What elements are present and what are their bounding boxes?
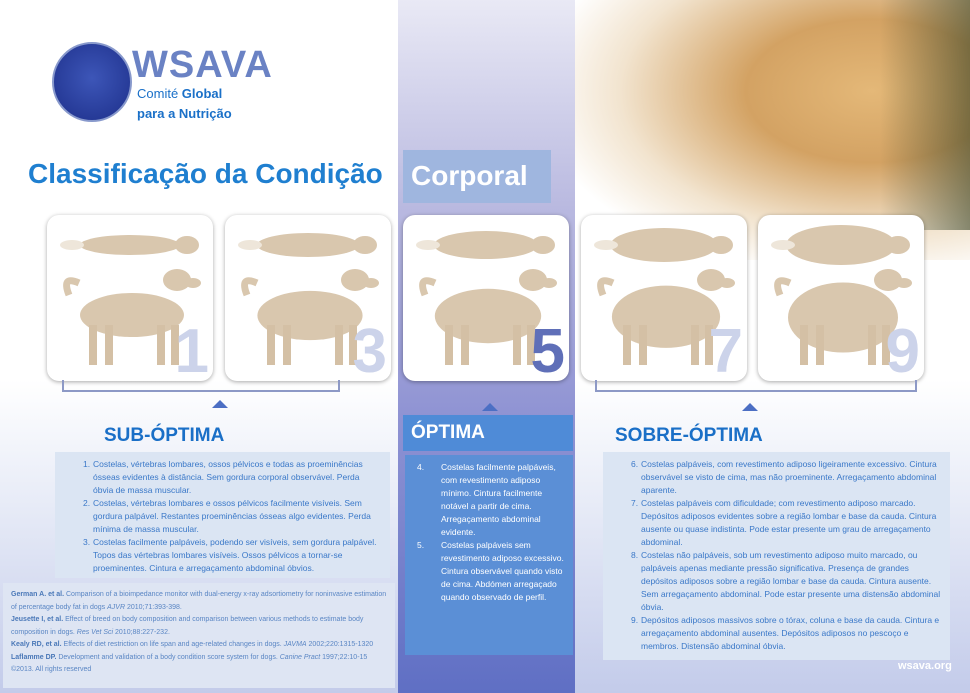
logo-subtitle-1: Comité Global — [137, 86, 223, 101]
item-text: Costelas, vértebras lombares, ossos pélvicos e todas as proeminências ósseas evidentes à distância. Sem gordura corporal observável. Perda óbvia de massa muscular. — [93, 459, 363, 495]
reference: Laflamme DP. Development and validation of a body condition score system for dogs. Canine Pract 1997;22:10-15 — [11, 653, 368, 661]
wsava-logo-icon — [52, 42, 132, 122]
page-title-highlight: Corporal — [403, 150, 551, 203]
score-number: 3 — [352, 317, 387, 386]
sub-optima-description — [55, 452, 390, 578]
reference: Kealy RD, et al. Effects of diet restriction on life span and age-related changes in dogs. JAVMA 2002;220:1315-1320 — [11, 641, 374, 648]
list-item — [63, 536, 382, 575]
arrow-up-icon — [212, 400, 228, 408]
list-item — [611, 614, 942, 653]
website-link[interactable]: wsava.org — [898, 660, 952, 672]
item-text: Costelas facilmente palpáveis, podendo ser visíveis, sem gordura palpável. Topos das vértebras lombares visíveis. Ossos pélvicos a tornar-se proeminentes. Cintura e arregaçamento abdominal óbvios. — [93, 537, 377, 573]
item-text: Costelas palpáveis, com revestimento adiposo ligeiramente excessivo. Cintura observável se visto de cima, mas não proeminente. Arregaçamento abdominal aparente. — [641, 459, 937, 495]
item-text: Costelas, vértebras lombares e ossos pélvicos facilmente visíveis. Sem gordura palpável. Restantes proeminências ósseas algo evidentes. Perda mínima de massa muscular. — [93, 498, 371, 534]
item-number: 4. — [417, 462, 425, 472]
sobre-optima-description — [603, 452, 950, 660]
item-text: Costelas palpáveis com dificuldade; com revestimento adiposo marcado. Depósitos adiposos evidentes sobre a região lombar e base da cauda. Cintura ausente ou quase indistinta. Pode estar presente um grau de arregaçamento abdominal. — [641, 498, 937, 547]
item-text: Depósitos adiposos massivos sobre o tórax, coluna e base da cauda. Cintura e arregaçamento abdominal ausentes. Depósitos adiposos no pescoço e membros. Distensão abdominal óbvia. — [641, 615, 940, 651]
page-title: Classificação da Condição — [28, 158, 383, 189]
heading-sub-optima: SUB-ÓPTIMA — [104, 425, 225, 446]
logo-name: WSAVA — [132, 44, 273, 86]
item-text: Costelas palpáveis sem revestimento adiposo excessivo. Cintura observável quando visto de cima. Abdómen arregaçado quando observado de perfil. — [441, 540, 564, 602]
item-number: 1. — [83, 459, 91, 469]
item-number: 3. — [83, 537, 91, 547]
bracket-sub — [62, 380, 340, 392]
score-number: 7 — [708, 317, 743, 386]
arrow-up-icon — [742, 403, 758, 411]
references — [3, 583, 395, 688]
item-number: 6. — [631, 459, 639, 469]
score-number: 1 — [174, 317, 209, 386]
score-number: 9 — [885, 317, 920, 386]
copyright: ©2013. All rights reserved — [11, 666, 92, 673]
list-item — [611, 458, 942, 497]
item-text: Costelas facilmente palpáveis, com revestimento adiposo mínimo. Cintura facilmente notável a partir de cima. Arregaçamento abdominal evidente. — [441, 462, 556, 537]
body-score-card-9 — [758, 215, 924, 386]
logo-subtitle-2: para a Nutrição — [137, 106, 232, 121]
optima-description — [405, 455, 573, 655]
list-item — [611, 549, 942, 614]
item-number: 8. — [631, 550, 639, 560]
list-item — [63, 458, 382, 497]
item-number: 5. — [417, 540, 425, 550]
body-score-card-1 — [47, 215, 213, 386]
score-number: 5 — [530, 317, 565, 386]
list-item — [63, 497, 382, 536]
body-score-card-5 — [403, 215, 569, 386]
list-item — [413, 461, 565, 539]
bracket-sobre — [595, 380, 917, 392]
item-text: Costelas não palpáveis, sob um revestimento adiposo muito marcado, ou palpáveis apenas mediante pressão significativa. Presença de grandes depósitos adiposos sobre a região lombar e base da cauda. Cintura ausente. Sem arregaçamento abdominal. Pode estar presente uma distensão abdominal óbvia. — [641, 550, 941, 612]
body-score-card-7 — [581, 215, 747, 386]
arrow-up-icon — [482, 403, 498, 411]
reference: German A. et al. Comparison of a bioimpedance monitor with dual-energy x-ray adsortiometry for noninvasive estimation of percentage body fat in dogs AJVR 2010;71:393-398. — [11, 591, 387, 611]
item-number: 9. — [631, 615, 639, 625]
heading-sobre-optima: SOBRE-ÓPTIMA — [615, 425, 763, 446]
dog-photo-background — [880, 0, 970, 230]
item-number: 7. — [631, 498, 639, 508]
list-item — [611, 497, 942, 549]
reference: Jeusette I, et al. Effect of breed on body composition and comparison between various methods to estimate body composition in dogs. Res Vet Sci 2010;88:227-232. — [11, 616, 364, 636]
item-number: 2. — [83, 498, 91, 508]
heading-optima: ÓPTIMA — [403, 415, 573, 451]
list-item — [413, 539, 565, 604]
body-score-card-3 — [225, 215, 391, 386]
